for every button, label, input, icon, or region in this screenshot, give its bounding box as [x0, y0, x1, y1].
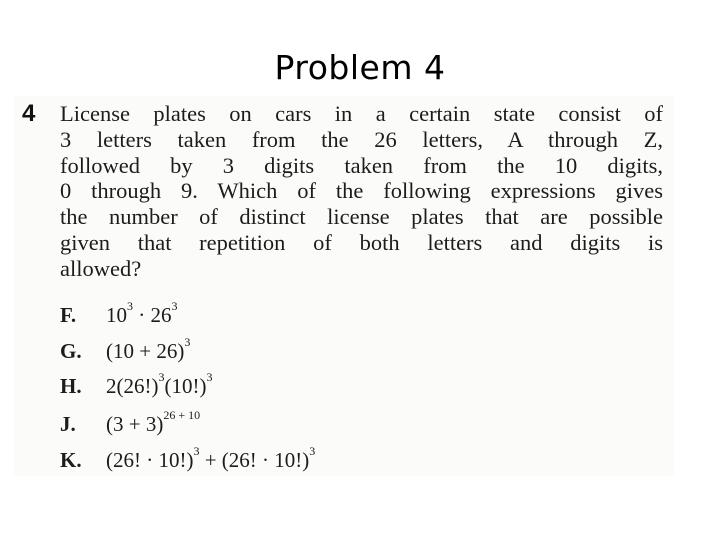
problem-text-line: 3 letters taken from the 26 letters, A through Z, — [60, 126, 663, 152]
choice-expression: $(10 + 26)^3$ — [106, 335, 191, 363]
problem-text — [60, 101, 663, 282]
choice-expression: $10^3 \cdot 26^3$ — [106, 299, 178, 327]
choice-letter: F. — [60, 303, 77, 327]
problem-number: 4 — [22, 100, 36, 127]
problem-text-line: 0 through 9. Which of the following expressions gives — [60, 178, 663, 204]
problem-text-line: followed by 3 digits taken from the 10 digits, — [60, 152, 663, 178]
choice-expression: $2(26!)^3(10!)^3$ — [106, 370, 213, 398]
slide-title: Problem 4 — [274, 48, 446, 87]
problem-text-line: given that repetition of both letters and digits is — [60, 229, 663, 255]
choice-letter: G. — [60, 339, 82, 363]
problem-text-line: License plates on cars in a certain state consist of — [60, 101, 663, 126]
problem-text-line: the number of distinct license plates that are possible — [60, 204, 663, 230]
choice-letter: J. — [60, 412, 76, 436]
problem-text-line: allowed? — [60, 255, 142, 281]
choice-expression: (26! · 10!)$^3$ + (26! · 10!)$^3$ — [106, 444, 316, 472]
choice-letter: H. — [60, 374, 82, 398]
choice-expression: $(3 + 3)^{26 + 10}$ — [106, 408, 201, 436]
choice-letter: K. — [60, 448, 82, 472]
